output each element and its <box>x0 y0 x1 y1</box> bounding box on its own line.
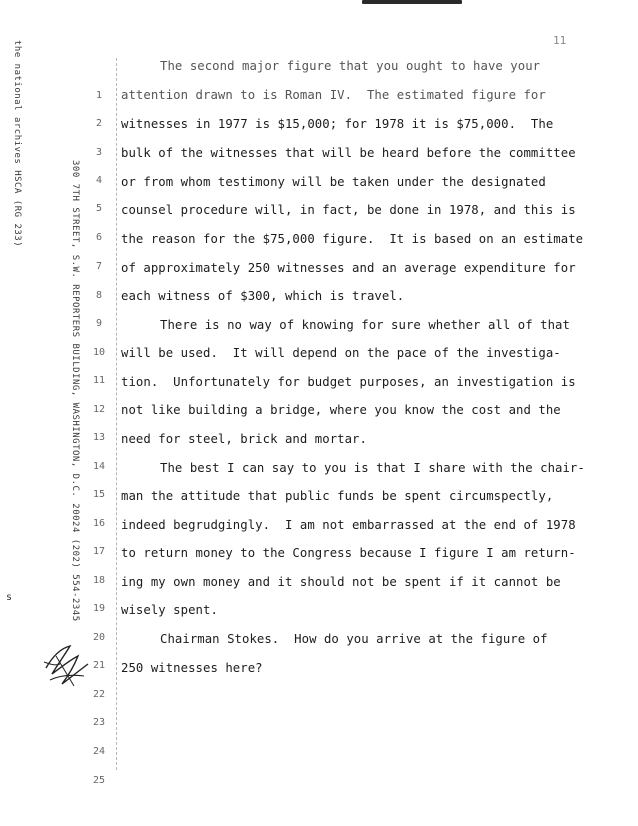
line-number: 21 <box>92 660 106 671</box>
line-number: 15 <box>92 489 106 500</box>
margin-rule <box>116 58 117 770</box>
transcript-line: The second major figure that you ought to have your <box>160 59 541 73</box>
line-number: 3 <box>95 147 103 158</box>
line-number: 14 <box>92 461 106 472</box>
reporter-address: 300 7TH STREET, S.W. REPORTERS BUILDING, WASHINGTON, D.C. 20024 (202) 554-2345 <box>70 160 80 622</box>
line-number: 10 <box>92 347 106 358</box>
transcript-line: not like building a bridge, where you know the cost and the <box>121 403 561 417</box>
line-number: 24 <box>92 746 106 757</box>
transcript-line: need for steel, brick and mortar. <box>121 432 367 446</box>
transcript-line: each witness of $300, which is travel. <box>121 289 405 303</box>
page-number: 11 <box>553 34 567 47</box>
line-number: 11 <box>92 375 106 386</box>
transcript-line: 250 witnesses here? <box>121 661 263 675</box>
line-number: 5 <box>95 203 103 214</box>
line-number: 25 <box>92 775 106 786</box>
line-number: 2 <box>95 118 103 129</box>
transcript-line: man the attitude that public funds be spent circumspectly, <box>121 489 554 503</box>
transcript-line: witnesses in 1977 is $15,000; for 1978 it is $75,000. The <box>121 117 554 131</box>
transcript-line: or from whom testimony will be taken under the designated <box>121 175 546 189</box>
line-number: 22 <box>92 689 106 700</box>
transcript-line: tion. Unfortunately for budget purposes, an investigation is <box>121 375 576 389</box>
transcript-line: to return money to the Congress because I figure I am return- <box>121 546 576 560</box>
transcript-line: indeed begrudgingly. I am not embarrassed at the end of 1978 <box>121 518 576 532</box>
transcript-line: will be used. It will depend on the pace of the investiga- <box>121 346 561 360</box>
line-number: 13 <box>92 432 106 443</box>
line-number: 4 <box>95 175 103 186</box>
line-number: 20 <box>92 632 106 643</box>
line-number: 18 <box>92 575 106 586</box>
transcript-line: counsel procedure will, in fact, be done in 1978, and this is <box>121 203 576 217</box>
transcript-line: Chairman Stokes. How do you arrive at the figure of <box>160 632 548 646</box>
transcript-line: wisely spent. <box>121 603 218 617</box>
handwritten-initials-signature <box>40 634 94 694</box>
transcript-line: bulk of the witnesses that will be heard before the committee <box>121 146 576 160</box>
line-number: 12 <box>92 404 106 415</box>
transcript-line: ing my own money and it should not be spent if it cannot be <box>121 575 561 589</box>
transcript-line: There is no way of knowing for sure whether all of that <box>160 318 570 332</box>
stray-mark: s <box>6 592 13 603</box>
line-number: 16 <box>92 518 106 529</box>
line-number: 19 <box>92 603 106 614</box>
line-number: 17 <box>92 546 106 557</box>
transcript-line: the reason for the $75,000 figure. It is based on an estimate <box>121 232 584 246</box>
line-number: 8 <box>95 290 103 301</box>
archive-stamp: the national archives HSCA (RG 233) <box>12 40 22 248</box>
line-number: 6 <box>95 232 103 243</box>
line-number: 9 <box>95 318 103 329</box>
transcript-line: of approximately 250 witnesses and an average expenditure for <box>121 261 576 275</box>
transcript-line: The best I can say to you is that I share with the chair- <box>160 461 585 475</box>
line-number: 7 <box>95 261 103 272</box>
line-number: 1 <box>95 90 103 101</box>
line-number: 23 <box>92 717 106 728</box>
top-edge-mark <box>362 0 462 4</box>
transcript-line: attention drawn to is Roman IV. The estimated figure for <box>121 88 546 102</box>
